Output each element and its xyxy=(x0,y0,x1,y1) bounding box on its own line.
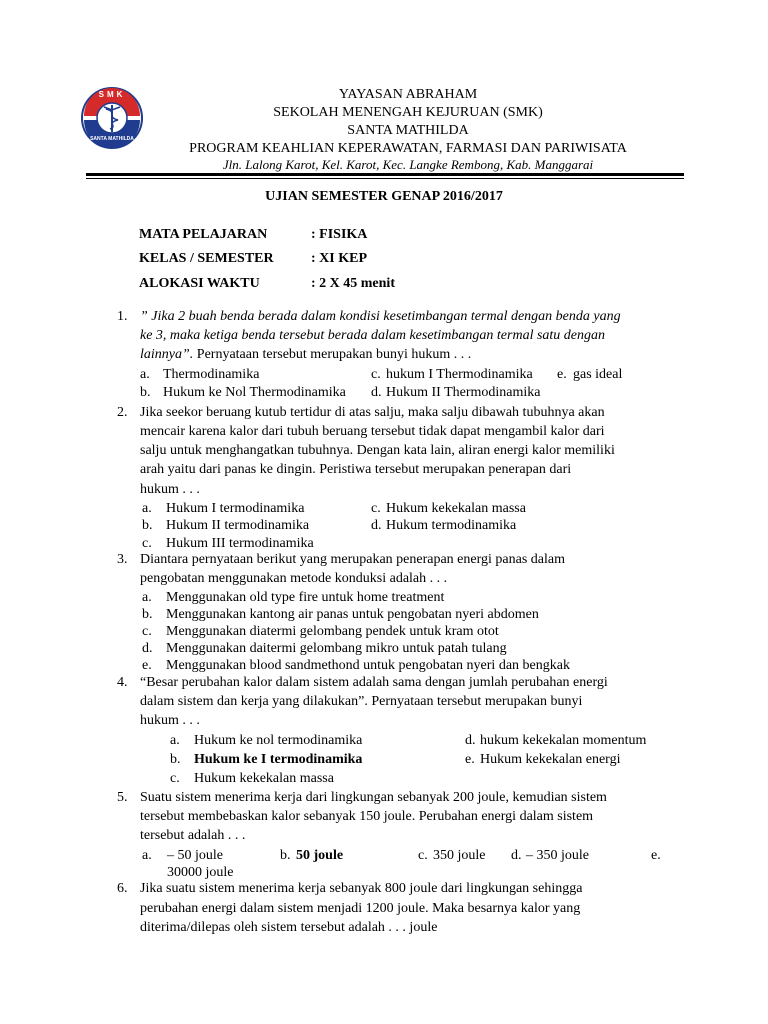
option-text: Menggunakan diatermi gelombang pendek untuk kram otot xyxy=(166,624,499,639)
option-text: 350 joule xyxy=(433,848,486,863)
question-text: Pernyataan tersebut merupakan bunyi hukum . . . xyxy=(193,347,472,362)
option-letter: c. xyxy=(371,501,381,516)
option-letter: e. xyxy=(465,752,475,767)
option-letter: d. xyxy=(371,385,382,400)
option-letter: c. xyxy=(142,536,152,551)
option-text: gas ideal xyxy=(573,367,623,382)
option-text: Menggunakan kantong air panas untuk pengobatan nyeri abdomen xyxy=(166,607,539,622)
option-letter: e. xyxy=(557,367,567,382)
option-letter: d. xyxy=(465,733,476,748)
option-text: Hukum III termodinamika xyxy=(166,536,314,551)
question-number: 6. xyxy=(117,881,128,896)
option-text-answer: Hukum ke I termodinamika xyxy=(194,752,363,767)
school-type: SEKOLAH MENENGAH KEJURUAN (SMK) xyxy=(273,105,543,120)
option-letter: c. xyxy=(371,367,381,382)
option-letter: a. xyxy=(140,367,150,382)
option-letter: b. xyxy=(142,607,153,622)
option-text: Menggunakan daitermi gelombang mikro untuk patah tulang xyxy=(166,641,507,656)
option-text: Thermodinamika xyxy=(163,367,260,382)
meta-label: KELAS / SEMESTER xyxy=(139,251,274,266)
question-text: hukum . . . xyxy=(140,482,200,497)
option-letter: d. xyxy=(142,641,153,656)
question-text: Jika suatu sistem menerima kerja sebanyak 800 joule dari lingkungan sehingga xyxy=(140,881,583,896)
meta-value: : XI KEP xyxy=(311,251,367,266)
question-text: pengobatan menggunakan metode konduksi adalah . . . xyxy=(140,571,448,586)
question-text: diterima/dilepas oleh sistem tersebut adalah . . . joule xyxy=(140,920,438,935)
meta-value: : FISIKA xyxy=(311,227,368,242)
option-text: – 350 joule xyxy=(526,848,589,863)
option-text: Hukum ke Nol Thermodinamika xyxy=(163,385,346,400)
meta-label: ALOKASI WAKTU xyxy=(139,276,260,291)
option-text: Hukum termodinamika xyxy=(386,518,517,533)
question-number: 2. xyxy=(117,405,128,420)
option-letter: a. xyxy=(142,501,152,516)
option-text: – 50 joule xyxy=(167,848,223,863)
option-text: hukum kekekalan momentum xyxy=(480,733,647,748)
question-text: Suatu sistem menerima kerja dari lingkungan sebanyak 200 joule, kemudian sistem xyxy=(140,790,607,805)
question-text: Diantara pernyataan berikut yang merupakan penerapan energi panas dalam xyxy=(140,552,565,567)
option-text: hukum I Thermodinamika xyxy=(386,367,533,382)
question-text: mencair karena kalor dari tubuh beruang tersebut tidak dapat mengambil kalor dari xyxy=(140,424,605,439)
option-letter: b. xyxy=(142,518,153,533)
option-text: Hukum kekekalan massa xyxy=(386,501,526,516)
option-letter: c. xyxy=(418,848,428,863)
question-text: arah yaitu dari panas ke dingin. Peristiwa tersebut merupakan penerapan dari xyxy=(140,462,572,477)
option-letter: b. xyxy=(140,385,151,400)
option-letter: a. xyxy=(170,733,180,748)
option-text: Menggunakan old type fire untuk home treatment xyxy=(166,590,445,605)
meta-label: MATA PELAJARAN xyxy=(139,227,268,242)
school-name: SANTA MATHILDA xyxy=(347,123,469,138)
school-address: Jln. Lalong Karot, Kel. Karot, Kec. Langke Rembong, Kab. Manggarai xyxy=(222,157,594,172)
program-name: PROGRAM KEAHLIAN KEPERAWATAN, FARMASI DAN PARIWISATA xyxy=(189,141,627,156)
option-text: Hukum kekekalan massa xyxy=(194,771,334,786)
option-letter: e. xyxy=(142,658,152,673)
option-letter: d. xyxy=(371,518,382,533)
option-text: 30000 joule xyxy=(167,865,234,880)
question-text: hukum . . . xyxy=(140,713,200,728)
question-text-line xyxy=(140,346,471,364)
question-text: dalam sistem dan kerja yang dilakukan”. Pernyataan tersebut merupakan bunyi xyxy=(140,694,583,709)
meta-row xyxy=(139,276,395,292)
question-number: 1. xyxy=(117,309,128,324)
option-text: Menggunakan blood sandmethond untuk pengobatan nyeri dan bengkak xyxy=(166,658,570,673)
option-letter: c. xyxy=(170,771,180,786)
question-text: ke 3, maka ketiga benda tersebut berada dalam kesetimbangan termal satu dengan xyxy=(140,328,606,343)
option-text: Hukum I termodinamika xyxy=(166,501,305,516)
option-letter: a. xyxy=(142,848,152,863)
option-letter: e. xyxy=(651,848,661,863)
option-letter: b. xyxy=(280,848,291,863)
question-text: tersebut membebaskan kalor sebanyak 150 joule. Perubahan energi dalam sistem xyxy=(140,809,594,824)
school-logo xyxy=(80,86,144,150)
foundation-name: YAYASAN ABRAHAM xyxy=(338,87,478,102)
question-text: lainnya”. xyxy=(140,347,194,362)
question-text: perubahan energi dalam sistem menjadi 1200 joule. Maka besarnya kalor yang xyxy=(140,901,581,916)
question-text: salju untuk menghangatkan tubuhnya. Dengan kata lain, aliran energi kalor memiliki xyxy=(140,443,615,458)
option-letter: c. xyxy=(142,624,152,639)
option-text: Hukum ke nol termodinamika xyxy=(194,733,363,748)
question-text: Jika seekor beruang kutub tertidur di atas salju, maka salju dibawah tubuhnya akan xyxy=(140,405,605,420)
option-text: Hukum kekekalan energi xyxy=(480,752,621,767)
question-text: “Besar perubahan kalor dalam sistem adalah sama dengan jumlah perubahan energi xyxy=(140,675,608,690)
meta-row xyxy=(139,227,367,243)
exam-title: UJIAN SEMESTER GENAP 2016/2017 xyxy=(265,189,503,204)
meta-row xyxy=(139,251,367,267)
option-letter: d. xyxy=(511,848,522,863)
option-letter: a. xyxy=(142,590,152,605)
option-text: Hukum II termodinamika xyxy=(166,518,310,533)
logo-top-text: SMK xyxy=(98,90,126,99)
option-text: Hukum II Thermodinamika xyxy=(386,385,541,400)
question-text: ” Jika 2 buah benda berada dalam kondisi kesetimbangan termal dengan benda yang xyxy=(140,309,621,324)
question-text: tersebut adalah . . . xyxy=(140,828,246,843)
question-number: 3. xyxy=(117,552,128,567)
logo-bottom-text: SANTA MATHILDA xyxy=(90,136,134,142)
meta-value: : 2 X 45 menit xyxy=(311,276,395,291)
header-divider-thick xyxy=(86,173,684,176)
option-letter: b. xyxy=(170,752,181,767)
header-divider-thin xyxy=(86,178,684,179)
question-number: 4. xyxy=(117,675,128,690)
option-text-answer: 50 joule xyxy=(296,848,344,863)
question-number: 5. xyxy=(117,790,128,805)
